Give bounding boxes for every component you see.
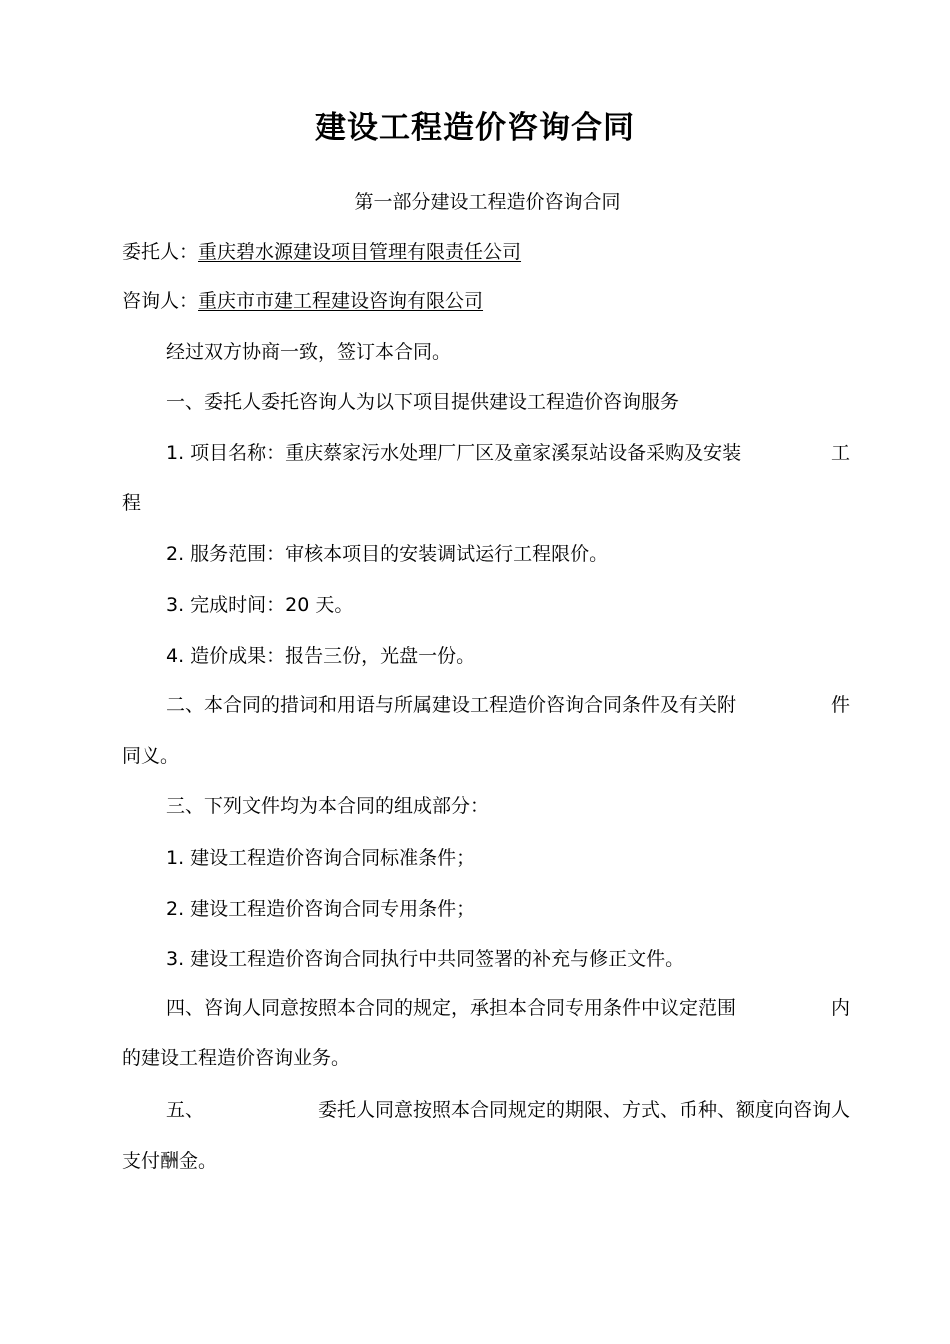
section5-line1 [166,1097,850,1123]
intro-paragraph: 经过双方协商一致，签订本合同。 [166,341,452,363]
section2-text: 二、本合同的措词和用语与所属建设工程造价咨询合同条件及有关附 [166,694,737,716]
section5-number: 五、 [166,1099,205,1121]
section4-end: 内 [830,997,850,1019]
section3-item1: 1. 建设工程造价咨询合同标准条件； [166,847,476,869]
section1-heading: 一、委托人委托咨询人为以下项目提供建设工程造价咨询服务 [166,391,680,413]
section1-item1-line1 [166,440,850,466]
section2-line1 [166,692,850,718]
section1-item1-line2: 程 [122,492,142,514]
client-line [122,239,521,265]
section4-line2: 的建设工程造价咨询业务。 [122,1047,351,1069]
consultant-line [122,288,483,314]
section4-line1 [166,995,850,1021]
section3-heading: 三、下列文件均为本合同的组成部分： [166,795,490,817]
client-label: 委托人： [122,241,199,263]
section2-end: 件 [830,694,850,716]
document-title: 建设工程造价咨询合同 [315,110,635,146]
section5-text: 委托人同意按照本合同规定的期限、方式、币种、额度向咨询人 [317,1099,850,1121]
document-subtitle: 第一部分建设工程造价咨询合同 [354,191,621,213]
section3-item2: 2. 建设工程造价咨询合同专用条件； [166,898,476,920]
section1-item1-text: 1. 项目名称：重庆蔡家污水处理厂厂区及童家溪泵站设备采购及安装 [166,442,742,464]
section1-item1-end: 工 [830,442,850,464]
section2-line2: 同义。 [122,745,180,767]
section1-item2: 2. 服务范围：审核本项目的安装调试运行工程限价。 [166,543,609,565]
section5-line2: 支付酬金。 [122,1150,218,1172]
section1-item4: 4. 造价成果：报告三份，光盘一份。 [166,645,476,667]
section3-item3: 3. 建设工程造价咨询合同执行中共同签署的补充与修正文件。 [166,948,685,970]
consultant-name: 重庆市市建工程建设咨询有限公司 [198,290,484,312]
consultant-label: 咨询人： [122,290,199,312]
client-name: 重庆碧水源建设项目管理有限责任公司 [198,241,522,263]
section1-item3: 3. 完成时间：20 天。 [166,594,354,616]
section4-text: 四、咨询人同意按照本合同的规定，承担本合同专用条件中议定范围 [166,997,737,1019]
